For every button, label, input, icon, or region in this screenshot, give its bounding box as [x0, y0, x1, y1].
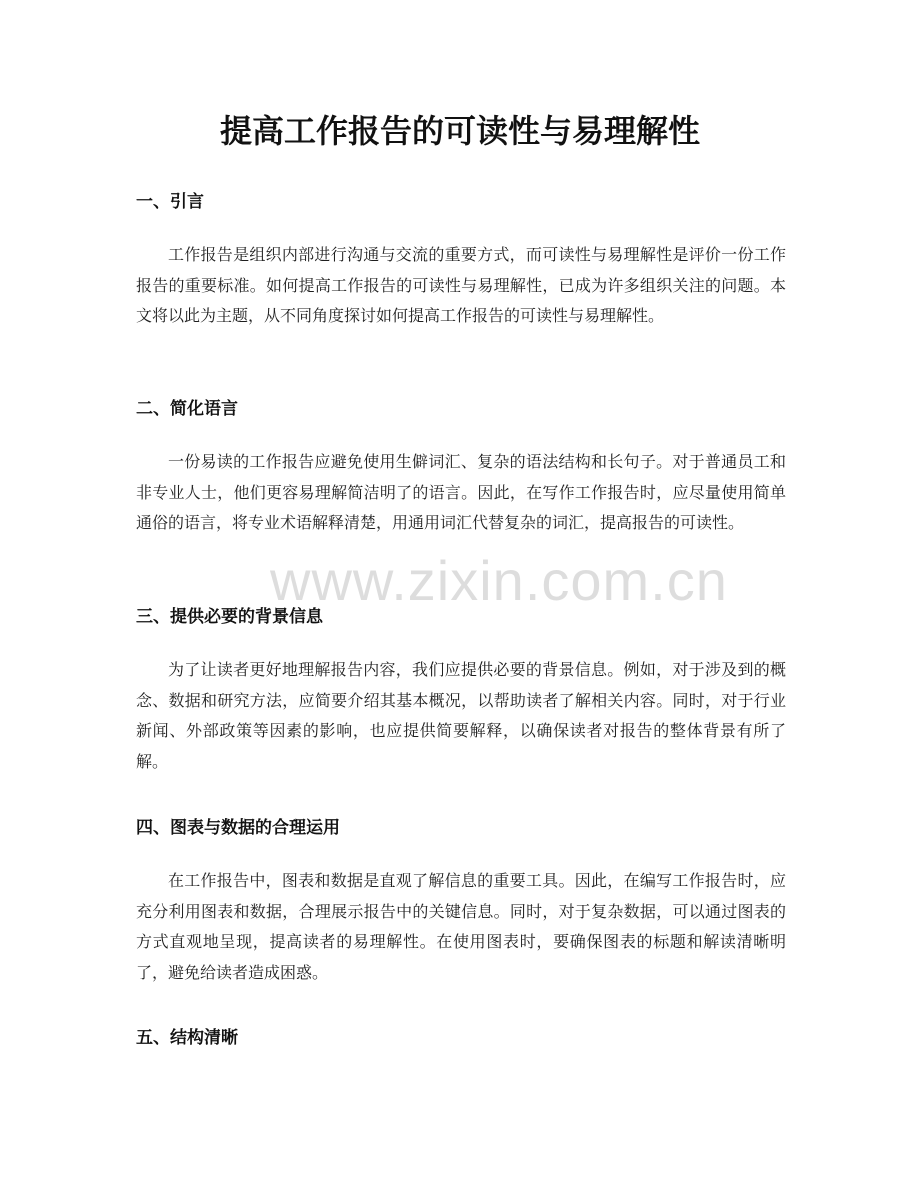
section-paragraph: 一份易读的工作报告应避免使用生僻词汇、复杂的语法结构和长句子。对于普通员工和非专业人士，他们更容易理解简洁明了的语言。因此，在写作工作报告时，应尽量使用简单通俗的语言，将专业术语解释清楚，用通用词汇代替复杂的词汇，提高报告的可读性。 — [136, 452, 786, 532]
section-background-info — [136, 603, 786, 777]
document-title: 提高工作报告的可读性与易理解性 — [219, 112, 700, 150]
section-simplify-language — [136, 395, 786, 539]
section-charts-and-data — [136, 814, 786, 988]
section-clear-structure — [136, 1024, 786, 1052]
section-heading: 三、提供必要的背景信息 — [136, 607, 323, 627]
section-heading: 一、引言 — [136, 192, 204, 212]
section-paragraph: 在工作报告中，图表和数据是直观了解信息的重要工具。因此，在编写工作报告时，应充分利用图表和数据，合理展示报告中的关键信息。同时，对于复杂数据，可以通过图表的方式直观地呈现，提高读者的易理解性。在使用图表时，要确保图表的标题和解读清晰明了，避免给读者造成困惑。 — [136, 871, 786, 982]
watermark: www.zixin.com.cn — [270, 549, 728, 612]
section-heading: 四、图表与数据的合理运用 — [136, 818, 340, 838]
section-paragraph: 工作报告是组织内部进行沟通与交流的重要方式，而可读性与易理解性是评价一份工作报告的重要标准。如何提高工作报告的可读性与易理解性，已成为许多组织关注的问题。本文将以此为主题，从不同角度探讨如何提高工作报告的可读性与易理解性。 — [136, 245, 786, 325]
section-paragraph: 为了让读者更好地理解报告内容，我们应提供必要的背景信息。例如，对于涉及到的概念、数据和研究方法，应简要介绍其基本概况，以帮助读者了解相关内容。同时，对于行业新闻、外部政策等因素的影响，也应提供简要解释，以确保读者对报告的整体背景有所了解。 — [136, 660, 786, 771]
section-introduction — [136, 188, 786, 332]
section-heading: 五、结构清晰 — [136, 1028, 238, 1048]
section-heading: 二、简化语言 — [136, 399, 238, 419]
